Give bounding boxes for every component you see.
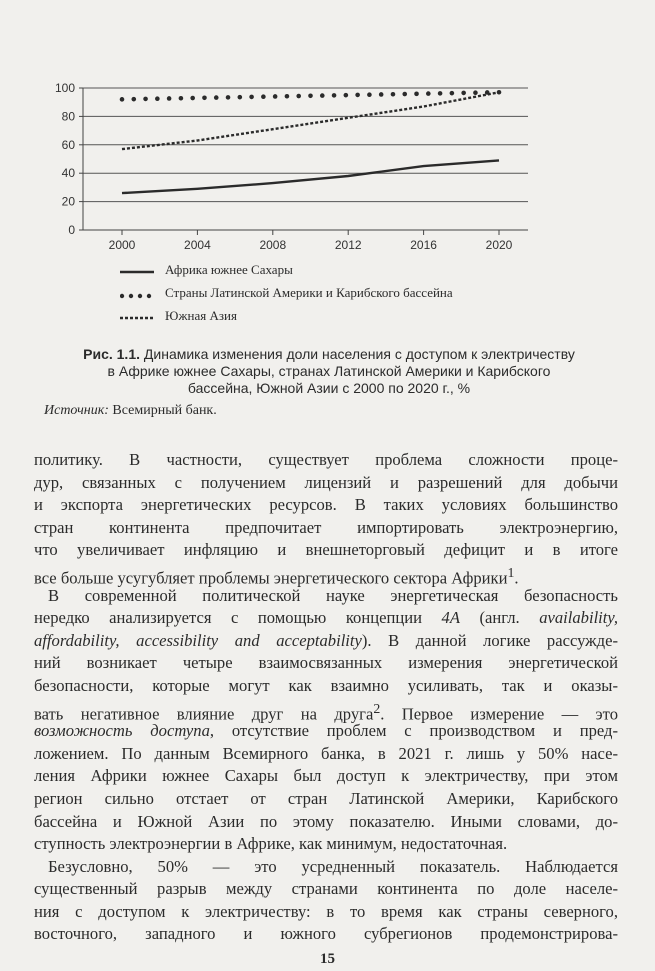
y-tick-label: 40 <box>61 166 75 181</box>
y-tick-label: 60 <box>61 137 75 152</box>
text-line: восточного, западного и южного субрегионов продемонстрирова- <box>34 924 618 944</box>
legend-solid-line-icon <box>120 270 154 274</box>
text-line: бассейна и Южной Азии по этому показателю. Иными словами, до- <box>34 811 618 831</box>
series-point-latin-america <box>179 96 184 101</box>
series-point-latin-america <box>238 95 243 100</box>
series-point-latin-america <box>120 97 125 102</box>
text-line: политику. В частности, существует проблема сложности проце- <box>34 450 618 469</box>
series-point-latin-america <box>190 96 195 101</box>
x-tick-label: 2004 <box>184 238 211 252</box>
series-point-latin-america <box>367 92 372 97</box>
series-point-latin-america <box>261 94 266 99</box>
text-line: возможность доступа, отсутствие проблем с производством и пред- <box>34 721 618 741</box>
series-point-latin-america <box>202 96 207 101</box>
text-line: и экспорта энергетических ресурсов. В таких условиях большинство <box>34 495 618 515</box>
series-point-latin-america <box>214 95 219 100</box>
text-line: ния с доступом к электричеству: в то время как страны северного, <box>34 901 618 921</box>
y-axis-ticks <box>55 81 83 237</box>
series-point-latin-america <box>426 91 431 96</box>
x-tick-label: 2020 <box>485 238 513 252</box>
series-point-latin-america <box>273 94 278 99</box>
y-tick-label: 100 <box>54 81 75 95</box>
series-point-latin-america <box>143 97 148 102</box>
text-line: все больше усугубляет проблемы энергетического сектора Африки$^1$. <box>34 564 519 588</box>
body-text <box>34 449 618 946</box>
text-line: ления Африки южнее Сахары был доступ к электричеству, при этом <box>34 766 618 786</box>
text-line: ложением. По данным Всемирного банка, в 2021 г. лишь у 50% насе- <box>34 743 618 763</box>
text-line: ний возникает четыре взаимосвязанных измерения энергетической <box>34 653 618 673</box>
series-point-latin-america <box>379 92 384 97</box>
figure-source <box>44 402 217 419</box>
series-point-latin-america <box>226 95 231 100</box>
legend-label-africa: Африка южнее Сахары <box>165 262 293 277</box>
x-tick-label: 2000 <box>108 238 136 252</box>
series-point-latin-america <box>438 91 443 96</box>
series-point-latin-america <box>249 95 254 100</box>
caption-line-3: бассейна, Южной Азии с 2000 по 2020 г., % <box>187 380 471 396</box>
series-point-latin-america <box>332 93 337 98</box>
text-line: affordability, accessibility and acceptability). В данной логике рассужде- <box>34 630 618 650</box>
x-axis-ticks <box>109 230 513 252</box>
x-tick-label: 2008 <box>259 238 287 252</box>
footnote-ref-2: 2 <box>373 700 381 716</box>
series-line-africa <box>122 160 499 193</box>
footnote-ref-1: 1 <box>507 564 515 580</box>
series-point-latin-america <box>450 91 455 96</box>
caption-line-2: в Африке южнее Сахары, странах Латинской Америки и Карибского <box>107 363 551 379</box>
text-line: нередко анализируется с помощью концепции 4A (англ. availability, <box>34 608 618 628</box>
chart-gridlines <box>83 88 528 202</box>
text-line: стран континента предпочитает импортировать электроэнергию, <box>34 517 618 537</box>
series-point-latin-america <box>155 96 160 101</box>
legend-label-latin-america: Страны Латинской Америки и Карибского бассейна <box>165 285 453 300</box>
legend-label-south-asia: Южная Азия <box>165 308 237 323</box>
series-point-latin-america <box>308 94 313 99</box>
x-tick-label: 2012 <box>334 238 362 252</box>
text-line: ступность электроэнергии в Африке, как минимум, недостаточная. <box>34 834 508 854</box>
series-point-latin-america <box>402 92 407 97</box>
figure-caption <box>40 346 618 397</box>
chart-axes <box>83 88 528 230</box>
x-tick-label: 2016 <box>410 238 437 252</box>
text-line: Безусловно, 50% — это усредненный показатель. Наблюдается <box>48 856 618 876</box>
text-line: В современной политической науке энергетическая безопасность <box>48 585 618 605</box>
y-tick-label: 80 <box>61 109 75 124</box>
figure-label: Рис. 1.1. <box>83 346 141 362</box>
series-point-latin-america <box>320 93 325 98</box>
series-point-latin-america <box>414 92 419 97</box>
series-point-latin-america <box>473 90 478 95</box>
series-point-latin-america <box>285 94 290 99</box>
series-point-latin-america <box>296 94 301 99</box>
series-point-latin-america <box>461 91 466 96</box>
page-number: 15 <box>320 951 335 967</box>
series-point-latin-america <box>131 97 136 102</box>
series-line-south-asia <box>122 92 499 149</box>
series-point-latin-america <box>391 92 396 97</box>
caption-line-1: Динамика изменения доли населения с доступом к электричеству <box>143 346 575 362</box>
text-line: дур, связанных с получением лицензий и разрешений для добычи <box>34 472 618 492</box>
text-line: что увеличивает инфляцию и внешнеторговый дефицит и в итоге <box>34 540 618 560</box>
y-tick-label: 20 <box>61 194 75 209</box>
text-line: регион сильно отстает от стран Латинской Америки, Карибского <box>34 788 618 808</box>
series-point-latin-america <box>355 93 360 98</box>
text-line: существенный разрыв между странами континента по доле населе- <box>34 879 618 899</box>
legend-dashed-line-icon <box>120 316 154 320</box>
text-line: безопасности, которые могут как взаимно усиливать, так и оказы- <box>34 675 618 695</box>
text-line: вать негативное влияние друг на друга$^2$. Первое измерение — это <box>34 700 618 724</box>
y-tick-label: 0 <box>68 223 75 237</box>
source-label: Источник: <box>44 403 109 418</box>
source-text: Всемирный банк. <box>112 403 217 418</box>
legend-dots-icon <box>120 293 154 299</box>
series-point-latin-america <box>167 96 172 101</box>
series-point-latin-america <box>497 90 502 95</box>
series-point-latin-america <box>344 93 349 98</box>
chart-series <box>120 90 502 193</box>
